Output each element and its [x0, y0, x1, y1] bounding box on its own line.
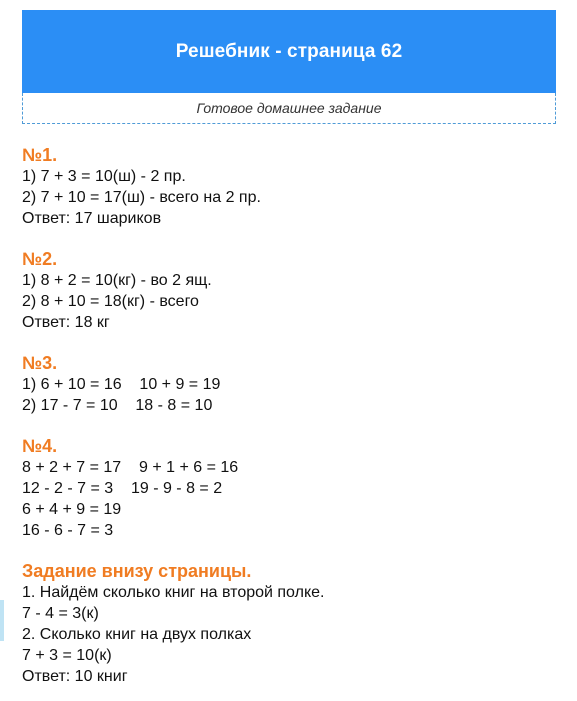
- solution-line: 16 - 6 - 7 = 3: [22, 522, 114, 539]
- solution-line: 2) 17 - 7 = 10 18 - 8 = 10: [22, 397, 213, 414]
- task-title: №3.: [22, 353, 58, 373]
- left-edge-marker: [0, 600, 4, 641]
- task-3: [22, 352, 562, 416]
- answer-line: Ответ: 17 шариков: [22, 210, 162, 227]
- task-2: [22, 248, 562, 333]
- solution-line: 1) 7 + 3 = 10(ш) - 2 пр.: [22, 168, 186, 185]
- task-title: №1.: [22, 145, 58, 165]
- task-title: №2.: [22, 249, 58, 269]
- solution-line: 1) 8 + 2 = 10(кг) - во 2 ящ.: [22, 272, 212, 289]
- bottom-task: [22, 560, 562, 687]
- solution-line: 8 + 2 + 7 = 17 9 + 1 + 6 = 16: [22, 459, 239, 476]
- solution-line: 6 + 4 + 9 = 19: [22, 501, 122, 518]
- task-title: №4.: [22, 436, 58, 456]
- solution-line: 7 - 4 = 3(к): [22, 605, 99, 622]
- page-subtitle: Готовое домашнее задание: [196, 100, 382, 116]
- solution-line: 1. Найдём сколько книг на второй полке.: [22, 584, 325, 601]
- task-1: [22, 144, 562, 229]
- solution-line: 2) 7 + 10 = 17(ш) - всего на 2 пр.: [22, 189, 261, 206]
- answer-line: Ответ: 10 книг: [22, 668, 128, 685]
- page-subtitle-box: [22, 93, 556, 124]
- task-title: Задание внизу страницы.: [22, 561, 252, 581]
- solution-line: 7 + 3 = 10(к): [22, 647, 112, 664]
- solution-line: 1) 6 + 10 = 16 10 + 9 = 19: [22, 376, 221, 393]
- answer-line: Ответ: 18 кг: [22, 314, 110, 331]
- page-title: Решебник - страница 62: [175, 40, 403, 62]
- solution-line: 2) 8 + 10 = 18(кг) - всего: [22, 293, 199, 310]
- solution-line: 12 - 2 - 7 = 3 19 - 9 - 8 = 2: [22, 480, 223, 497]
- task-4: [22, 435, 562, 541]
- solutions-content: [22, 144, 562, 701]
- solution-line: 2. Сколько книг на двух полках: [22, 626, 252, 643]
- page-header: [22, 10, 556, 93]
